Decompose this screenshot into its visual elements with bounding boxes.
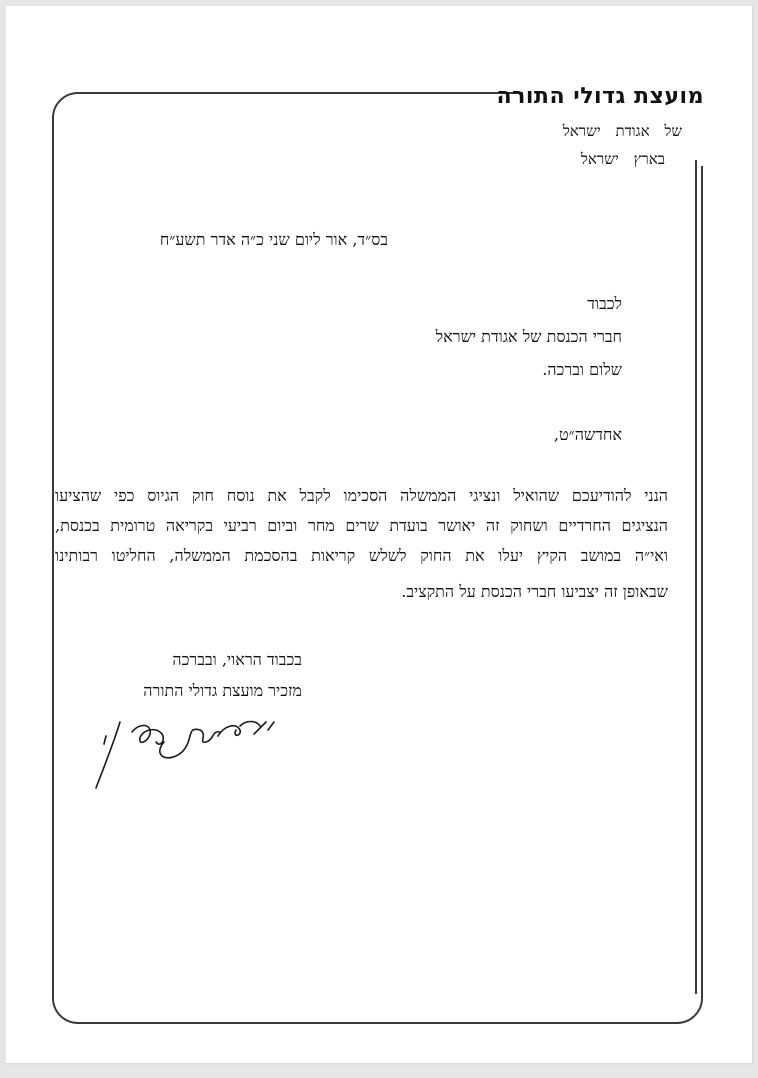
body-line: ואי״ה במושב הקיץ יעלו את החוק לשלש קריאות בהסכמת הממשלה, החליטו רבותינו	[55, 546, 668, 565]
addressee-salutation: לכבוד	[587, 294, 622, 313]
body-line: שבאופן זה יצביעו חברי הכנסת על התקציב.	[401, 582, 668, 601]
body-line: הנני להודיעכם שהואיל ונציגי הממשלה הסכימו לקבל את נוסח חוק הגיוס כפי שהציעו	[55, 486, 668, 505]
signature-icon	[90, 712, 280, 792]
page-border-right-segment	[695, 160, 697, 994]
letterhead-title: מועצת גדולי התורה	[496, 84, 704, 109]
letterhead-subtitle-1: של אגודת ישראל	[562, 122, 682, 140]
letterhead-subtitle-2: בארץ ישראל	[580, 150, 665, 168]
closing-regards: בכבוד הראוי, ובברכה	[172, 650, 302, 669]
addressee-greeting: שלום וברכה.	[542, 360, 622, 379]
closing-title: מזכיר מועצת גדולי התורה	[143, 681, 302, 700]
addressee-name: חברי הכנסת של אגודת ישראל	[435, 327, 622, 346]
body-line: הנציגים החרדיים ושחוק זה יאושר בועדת שרים מחר וביום רביעי בקריאה טרומית בכנסת,	[55, 516, 668, 535]
opening-line: אחדשה״ט,	[553, 425, 622, 444]
date-line: בס״ד, אור ליום שני כ״ה אדר תשע״ח	[159, 230, 388, 249]
